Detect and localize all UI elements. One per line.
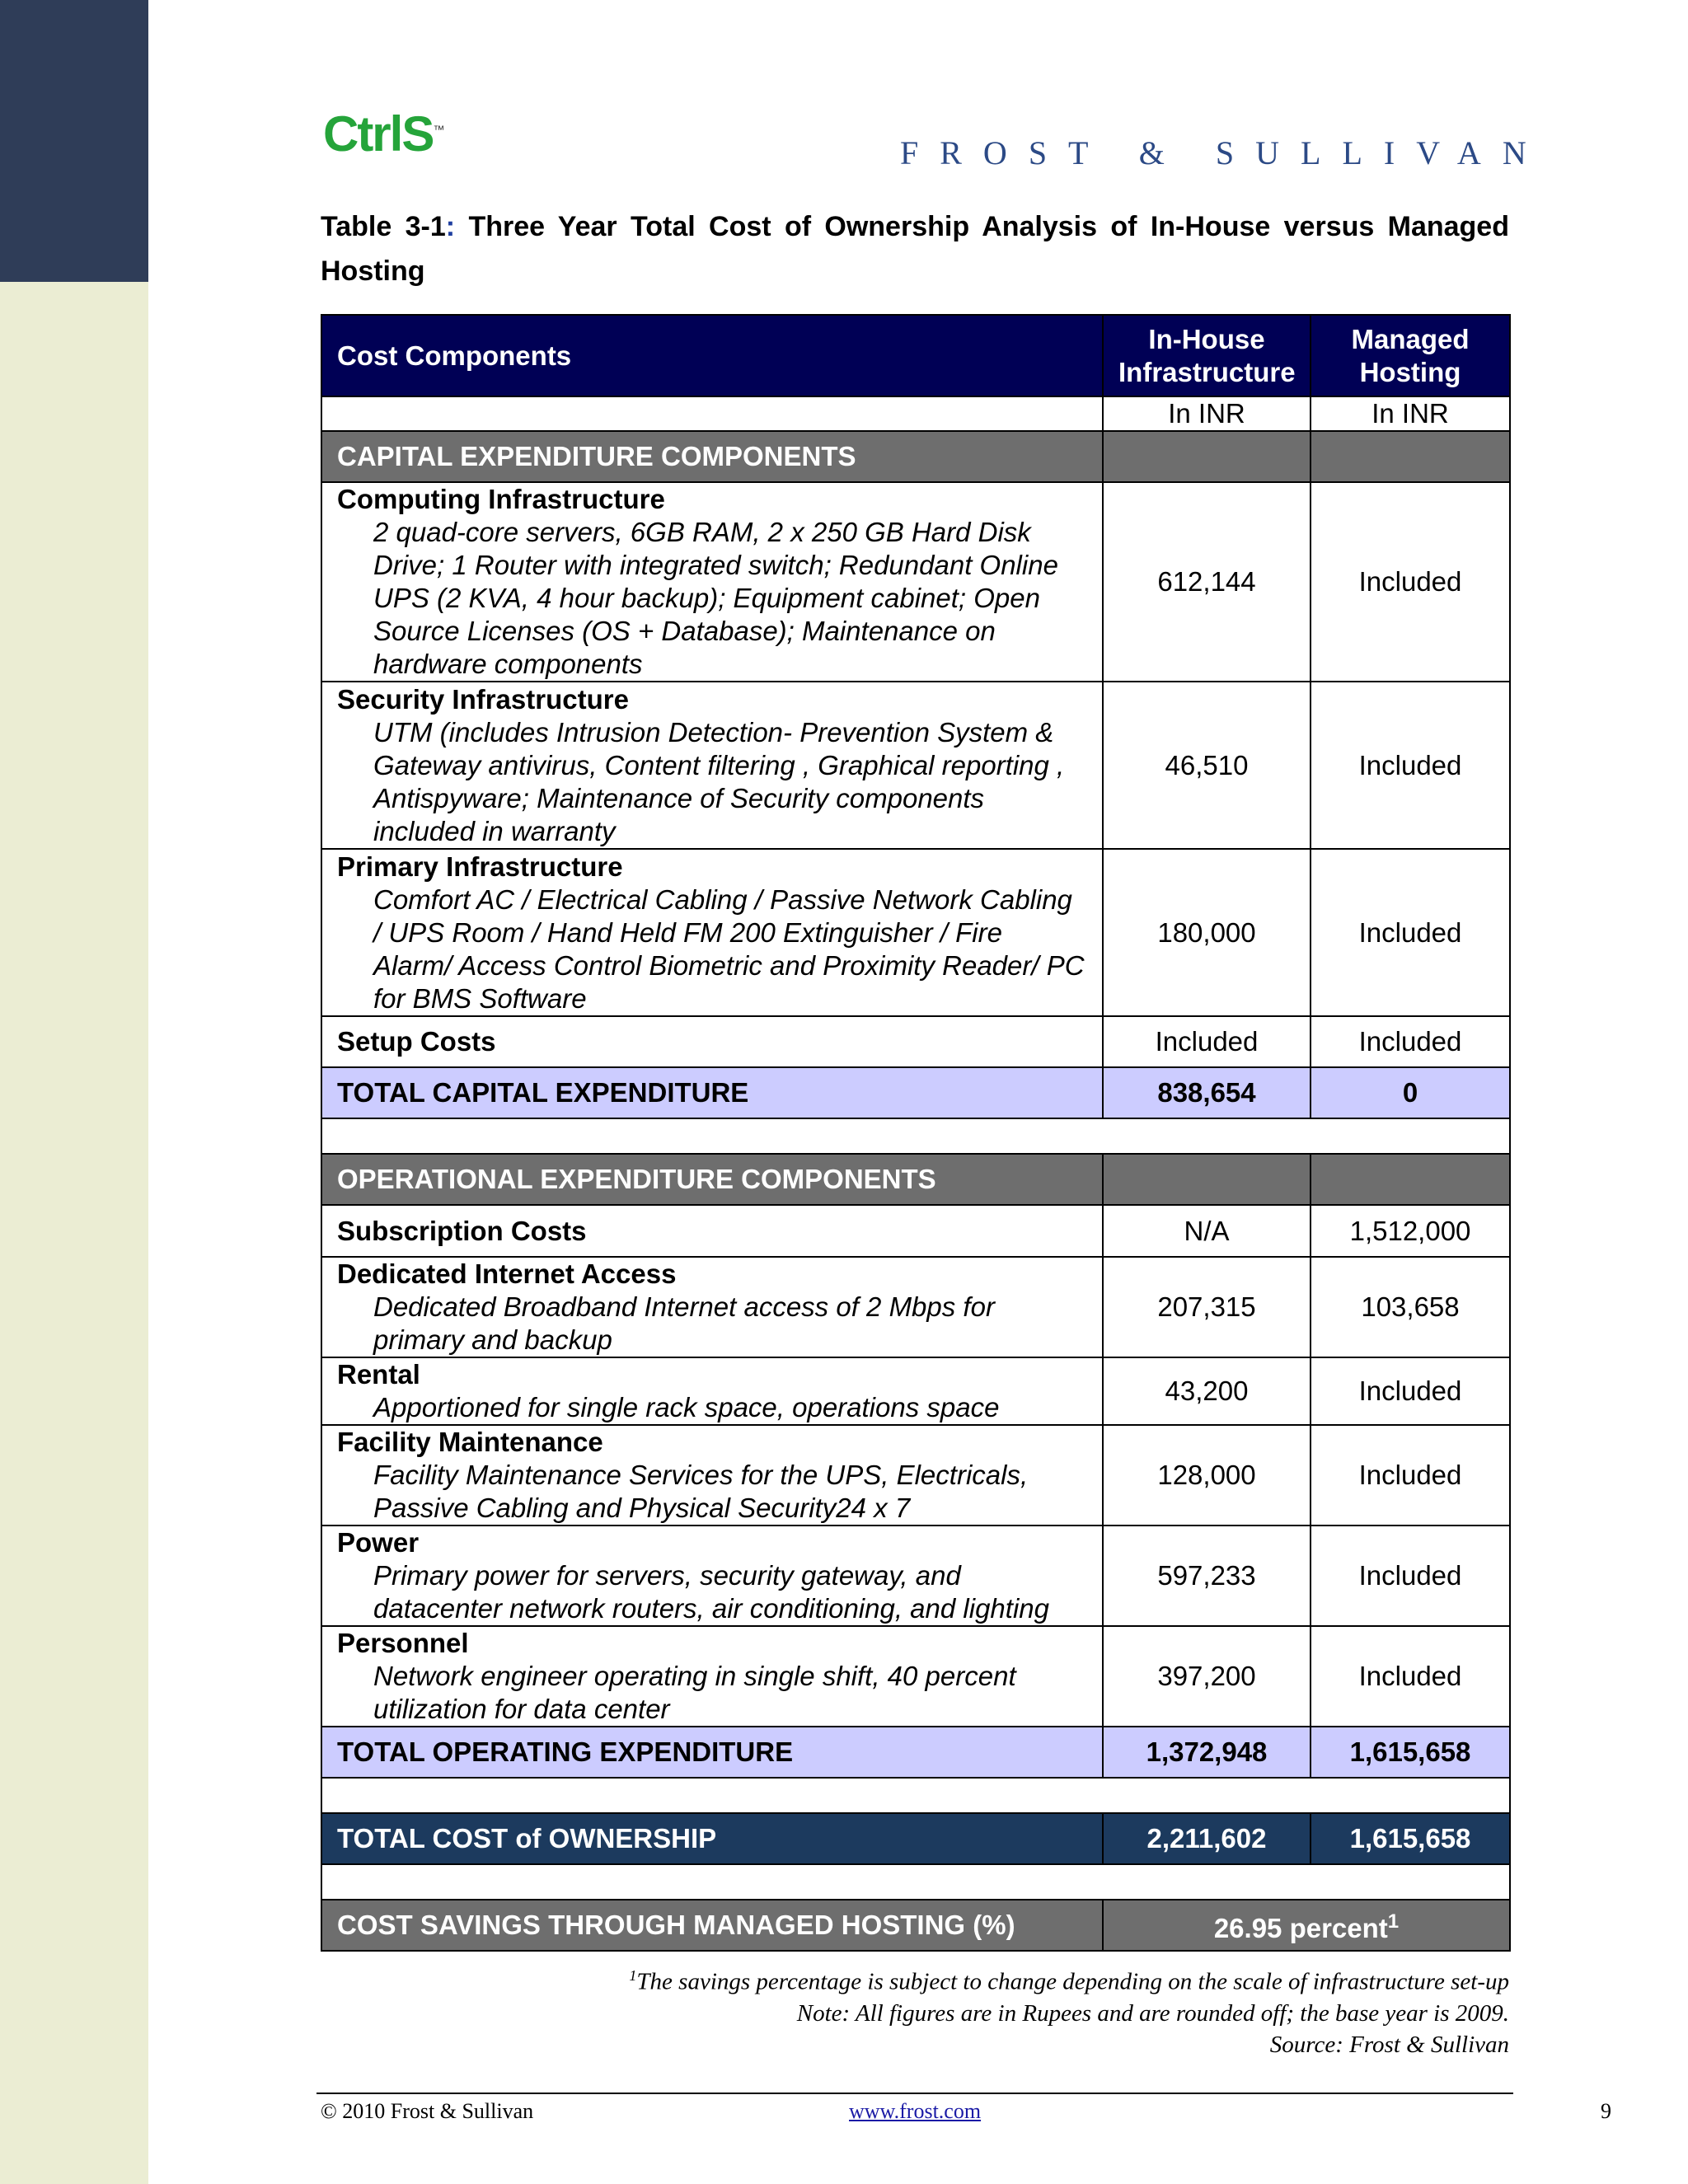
sidebar-band-dark xyxy=(0,0,148,282)
footnote: $^1$The savings percentage is subject to change depending on the scale of infrastructure set-up xyxy=(629,1967,1509,1995)
table-caption: Table 3-1: Three Year Total Cost of Ownership Analysis of In-House versus Managed Hosting xyxy=(321,211,1509,287)
table-row: Subscription Costs N/A 1,512,000 xyxy=(321,1205,1510,1257)
footer-link[interactable]: www.frost.com xyxy=(849,2099,982,2123)
table-row: Security Infrastructure UTM (includes Intrusion Detection- Prevention System & Gateway antivirus, Content filtering , Graphical reporting , Antispyware; Maintenance of Security components included in warranty 46,510 Included xyxy=(321,682,1510,849)
units-row xyxy=(321,396,1510,431)
table-row: Computing Infrastructure 2 quad-core servers, 6GB RAM, 2 x 250 GB Hard Disk Drive; 1 Router with integrated switch; Redundant Online UPS (2 KVA, 4 hour backup); Equipment cabinet; Open Source Licenses (OS + Database); Maintenance on hardware components 612,144 Included xyxy=(321,482,1510,682)
tco-table xyxy=(321,314,1511,1952)
source: Source: Frost & Sullivan xyxy=(1269,2031,1509,2058)
col-header-components: Cost Components xyxy=(321,315,1103,396)
table-header-row xyxy=(321,315,1510,396)
footer-divider xyxy=(316,2093,1513,2094)
col-header-inhouse: In-House Infrastructure xyxy=(1103,315,1311,396)
opex-total-row: TOTAL OPERATING EXPENDITURE 1,372,948 1,615,658 xyxy=(321,1727,1510,1778)
frost-sullivan-logo: FROST & SULLIVAN xyxy=(900,134,1548,171)
table-row: Rental Apportioned for single rack space, operations space 43,200 Included xyxy=(321,1357,1510,1425)
opex-section-header: OPERATIONAL EXPENDITURE COMPONENTS xyxy=(321,1154,1510,1205)
sidebar-band xyxy=(0,0,148,2184)
footer-copyright: © 2010 Frost & Sullivan xyxy=(321,2099,534,2123)
table-row: Facility Maintenance Facility Maintenance Services for the UPS, Electricals, Passive Cabling and Physical Security24 x 7 128,000 Included xyxy=(321,1425,1510,1526)
page-number: 9 xyxy=(1601,2099,1611,2123)
savings-row: COST SAVINGS THROUGH MANAGED HOSTING (%) 26.95 percent$^1$ xyxy=(321,1900,1510,1951)
spacer-row xyxy=(321,1778,1510,1813)
table-row: Primary Infrastructure Comfort AC / Electrical Cabling / Passive Network Cabling / UPS Room / Hand Held FM 200 Extinguisher / Fire Alarm/ Access Control Biometric and Proximity Reader/ PC for BMS Software 180,000 Included xyxy=(321,849,1510,1016)
table-row: Dedicated Internet Access Dedicated Broadband Internet access of 2 Mbps for primary and backup 207,315 103,658 xyxy=(321,1257,1510,1357)
capex-section-header: CAPITAL EXPENDITURE COMPONENTS xyxy=(321,431,1510,482)
capex-total-row: TOTAL CAPITAL EXPENDITURE 838,654 0 xyxy=(321,1067,1510,1118)
spacer-row xyxy=(321,1864,1510,1900)
col-header-managed: Managed Hosting xyxy=(1311,315,1510,396)
table-row: Personnel Network engineer operating in single shift, 40 percent utilization for data center 397,200 Included xyxy=(321,1626,1510,1727)
table-row: Setup Costs Included Included xyxy=(321,1016,1510,1067)
spacer-row xyxy=(321,1118,1510,1154)
table-row: Power Primary power for servers, security gateway, and datacenter network routers, air conditioning, and lighting 597,233 Included xyxy=(321,1526,1510,1626)
ctrls-logo: CtrlS™ xyxy=(323,106,443,162)
tco-total-row: TOTAL COST of OWNERSHIP 2,211,602 1,615,658 xyxy=(321,1813,1510,1864)
unit-inhouse: In INR xyxy=(1103,396,1311,431)
unit-managed: In INR xyxy=(1311,396,1510,431)
savings-value: 26.95 percent$^1$ xyxy=(1103,1900,1510,1951)
note: Note: All figures are in Rupees and are rounded off; the base year is 2009. xyxy=(796,1999,1509,2027)
table-notes xyxy=(629,1960,1509,2060)
